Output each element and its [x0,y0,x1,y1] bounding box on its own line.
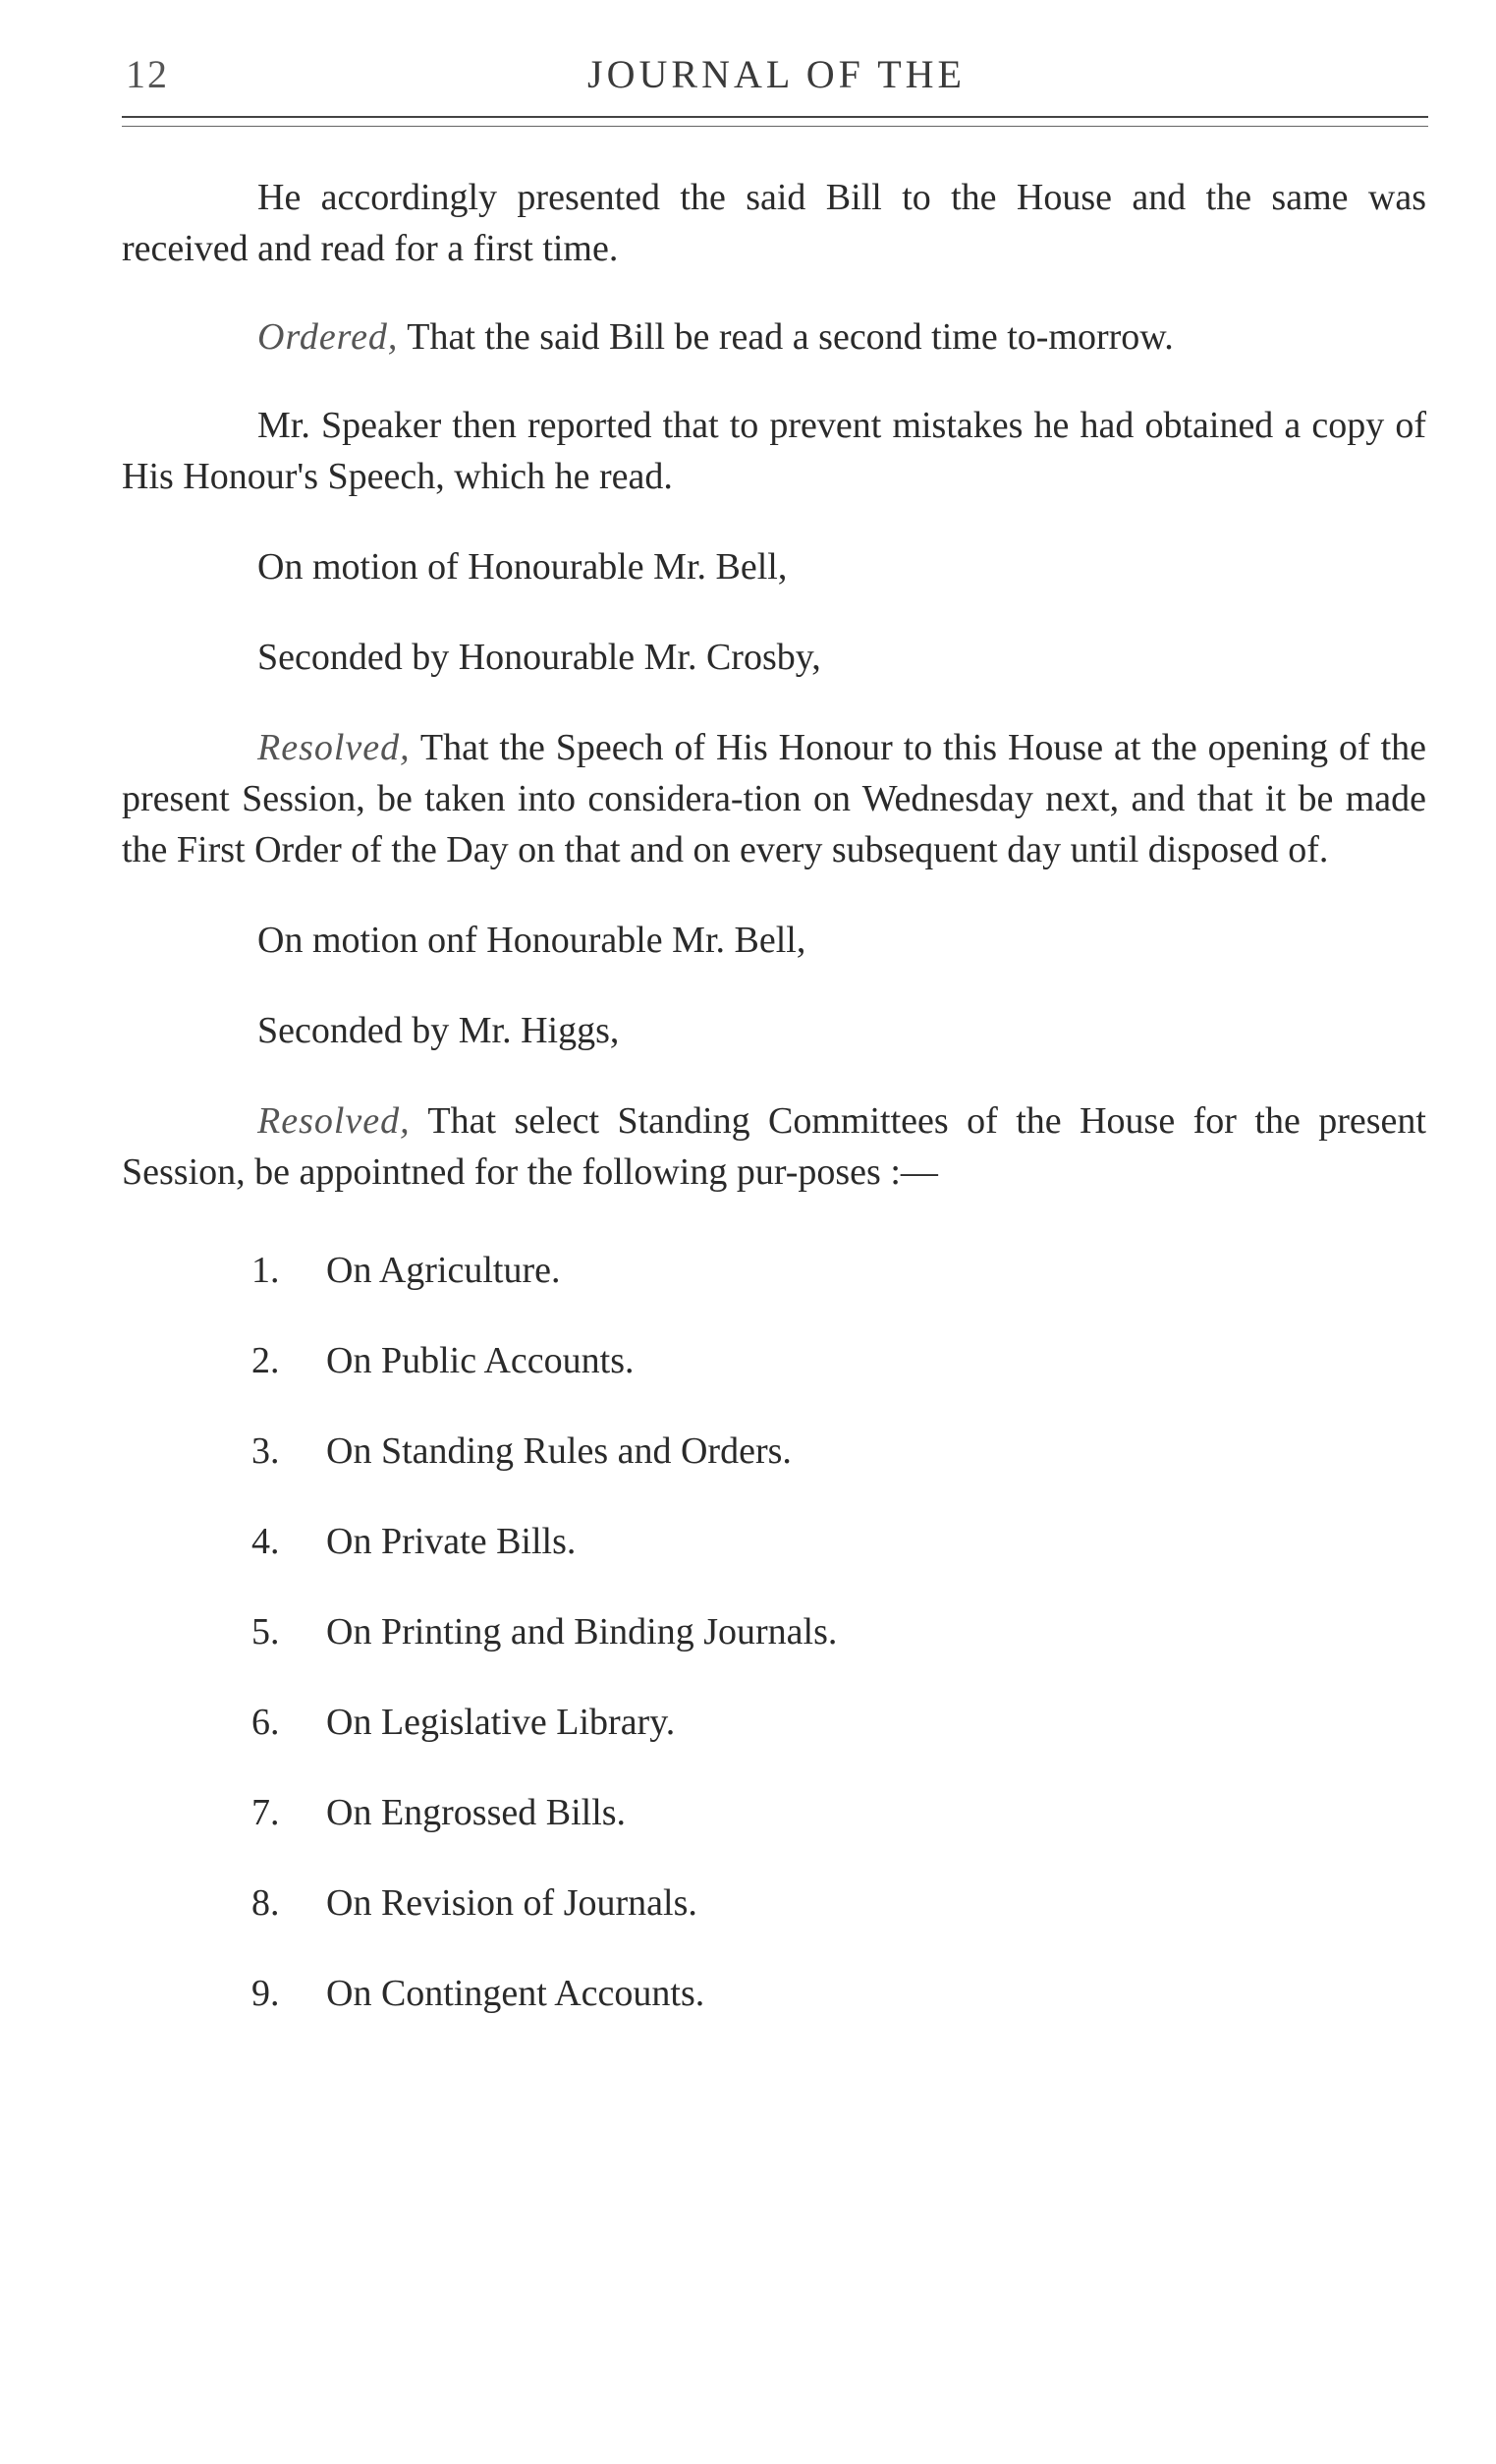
list-item-number: 5. [251,1611,280,1652]
list-item-number: 9. [251,1973,280,2014]
list-item-text: On Legislative Library. [326,1702,676,1743]
ordered-text: That the said Bill be read a second time to-morrow. [398,316,1174,358]
paragraph-speaker-report: Mr. Speaker then reported that to prevent mistakes he had obtained a copy of His Honour's Speech, which he read. [122,405,1426,497]
list-item [122,1877,1426,1929]
running-title: JOURNAL OF THE [587,52,966,96]
list-item [122,1335,1426,1386]
paragraph-ordered [122,311,1426,363]
list-item-text: On Private Bills. [326,1521,577,1562]
committee-list [122,1245,1426,2019]
resolved-committees-text: That select Standing Committees of the House for the present Session, be appointned for the following pur-poses :— [122,1100,1426,1193]
list-item [122,1697,1426,1748]
list-item-number: 7. [251,1792,280,1833]
list-item-number: 8. [251,1882,280,1924]
resolved-label: Resolved, [257,1100,411,1142]
list-item [122,1968,1426,2019]
list-item-text: On Agriculture. [326,1250,561,1291]
resolved-speech-text: That the Speech of His Honour to this House at the opening of the present Session, be taken into considera-tion on Wednesday next, and that it be made the First Order of the Day on that and on every subsequent day until disposed of. [122,727,1426,870]
list-item [122,1606,1426,1657]
paragraph-resolved-committees [122,1095,1426,1198]
list-item-text: On Engrossed Bills. [326,1792,627,1833]
list-item-text: On Contingent Accounts. [326,1973,705,2014]
list-item [122,1426,1426,1477]
paragraph-seconded-crosby: Seconded by Honourable Mr. Crosby, [257,637,821,678]
header-rule-secondary [122,126,1428,127]
list-item-number: 2. [251,1340,280,1381]
list-item [122,1787,1426,1838]
list-item-text: On Printing and Binding Journals. [326,1611,838,1652]
running-head [126,51,1427,110]
paragraph-bill-presented: He accordingly presented the said Bill to the House and the same was received and read for a first time. [122,177,1426,269]
paragraph-motion-bell: On motion of Honourable Mr. Bell, [257,546,788,588]
list-item-text: On Standing Rules and Orders. [326,1430,792,1472]
header-rule [122,116,1428,118]
list-item [122,1516,1426,1567]
list-item-number: 4. [251,1521,280,1562]
page-number: 12 [126,52,169,96]
resolved-label: Resolved, [257,727,411,768]
page-body [122,172,1426,2058]
list-item-text: On Revision of Journals. [326,1882,697,1924]
list-item [122,1245,1426,1296]
paragraph-seconded-higgs: Seconded by Mr. Higgs, [257,1010,620,1051]
paragraph-motion-bell-second: On motion onf Honourable Mr. Bell, [257,920,806,961]
list-item-number: 1. [251,1250,280,1291]
list-item-number: 3. [251,1430,280,1472]
paragraph-resolved-speech [122,722,1426,875]
list-item-number: 6. [251,1702,280,1743]
list-item-text: On Public Accounts. [326,1340,635,1381]
ordered-label: Ordered, [257,316,399,358]
